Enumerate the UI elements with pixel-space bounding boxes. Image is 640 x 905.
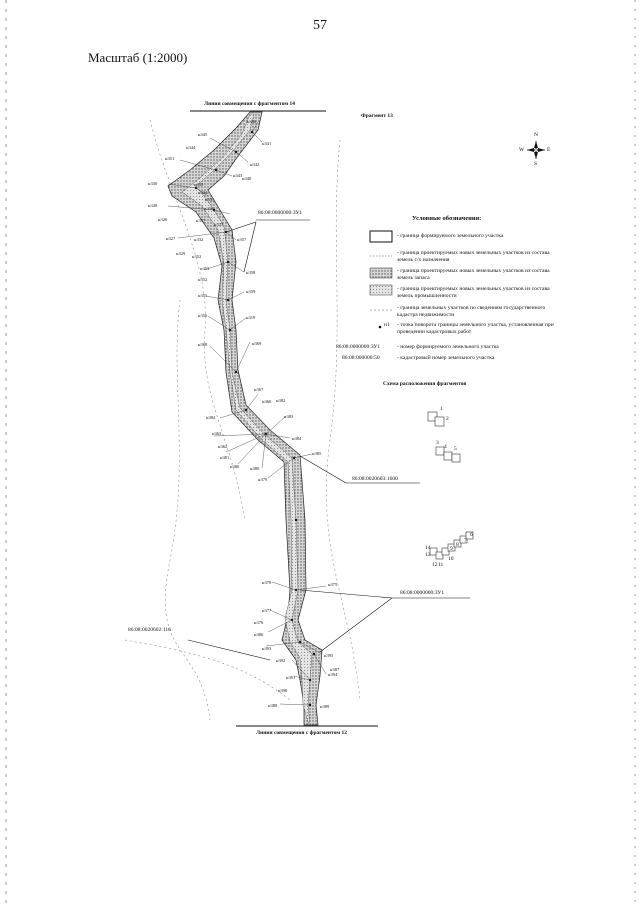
parcel-label-1600: 86:08:0020603:1600 (352, 476, 398, 482)
point-label: н360 (262, 399, 272, 404)
point-label: н363 (212, 431, 222, 436)
point-label: н343 (233, 173, 243, 178)
point-label: н380 (250, 466, 260, 471)
point-label: н367 (254, 387, 264, 392)
legend-title: Условные обозначения: (412, 215, 482, 222)
point-label: н385 (312, 451, 322, 456)
point-label: н386 (254, 632, 264, 637)
point-label: н380 (230, 464, 240, 469)
legend-text: - граница проектируемых новых земельных участков из состава земель запаса (397, 268, 550, 281)
fragment-scheme (428, 412, 473, 559)
point-label: н324 (198, 190, 208, 195)
point-label: н341 (262, 141, 272, 146)
point-label: н327 (166, 236, 176, 241)
legend-text: - граница проектируемых новых земельных участков из состава земель промышленности (397, 286, 550, 299)
point-label: н353 (200, 266, 210, 271)
point-label: н381 (220, 455, 230, 460)
parcel-label-zu1-bottom: 86:08:0000000:ЗУ1 (400, 590, 445, 596)
point-label: н335 (205, 197, 215, 202)
legend-swatch-reserve (370, 268, 392, 278)
point-label: н332 (194, 237, 204, 242)
legend-text: - номер формируемого земельного участка (397, 344, 499, 350)
page-number: 57 (313, 18, 327, 33)
scale-label: Масштаб (1:2000) (88, 50, 188, 65)
scheme-label: 7 (464, 538, 467, 544)
scheme-label: 9 (450, 546, 453, 552)
point-label: н387 (330, 667, 340, 672)
scheme-label: 2 (446, 416, 449, 422)
compass-rose-icon (527, 141, 545, 159)
point-label: н326 (158, 217, 168, 222)
point-label: н319 (246, 315, 256, 320)
legend-point-symbol: н1 (384, 322, 390, 328)
scheme-label: 12 (432, 562, 438, 568)
fragment-title: Фрагмент 13 (361, 113, 393, 119)
point-label: н336 (204, 206, 214, 211)
point-label: н325 (214, 222, 224, 227)
point-label: н328 (148, 203, 158, 208)
point-label: н392 (276, 658, 286, 663)
point-label: н330 (148, 181, 158, 186)
point-label: н390 (278, 688, 288, 693)
compass-e: E (547, 147, 551, 153)
point-label: н351 (165, 156, 175, 161)
point-label: н383 (284, 414, 294, 419)
point-label: н359 (246, 289, 256, 294)
point-label: н395 (324, 653, 334, 658)
point-label: н345 (198, 132, 208, 137)
point-label: н362 (218, 444, 228, 449)
scheme-title: Схема расположения фрагментов (383, 381, 467, 387)
point-label: н329 (176, 251, 186, 256)
point-label: н369 (252, 341, 262, 346)
point-label: н352 (198, 277, 208, 282)
scheme-label: 5 (454, 446, 457, 452)
compass-w: W (519, 147, 525, 153)
point-label: н389 (320, 704, 330, 709)
parcel-label-116: 86:08:0020602:116 (128, 627, 171, 633)
point-label: н384 (206, 415, 216, 420)
point-label: н342 (250, 162, 260, 167)
point-label: н337 (196, 218, 206, 223)
point-label: н378 (262, 580, 272, 585)
legend-text: - граница формируемого земельного участка (397, 233, 504, 239)
point-label: н376 (254, 620, 264, 625)
point-label: н355 (198, 293, 208, 298)
point-label: н382 (276, 398, 286, 403)
scheme-label: 8 (456, 542, 459, 548)
point-label: н344 (186, 145, 196, 150)
corridor-inner-strip (182, 114, 312, 725)
point-label: н384 (292, 436, 302, 441)
point-label: н333 (194, 182, 204, 187)
point-label: н379 (258, 477, 268, 482)
legend-code-zu: 86:08:0000000:ЗУ1 (336, 344, 381, 350)
legend-swatch-industry (370, 285, 392, 295)
point-label: н357 (237, 237, 247, 242)
point-label: н391 (286, 675, 296, 680)
legend-text: - кадастровый номер земельного участка (397, 355, 495, 361)
legend-text: - граница проектируемых новых земельных участков из состава земель с/х назначения (397, 250, 550, 263)
scheme-label: 11 (438, 562, 444, 568)
scheme-label: 6 (470, 532, 473, 538)
legend-code-cadastral: 86:08:000000:50 (342, 355, 380, 361)
scheme-label: 13 (425, 552, 431, 558)
point-label: н394 (328, 672, 338, 677)
compass-n: N (534, 132, 538, 138)
scheme-label: 3 (436, 440, 439, 446)
point-label: н358 (246, 270, 256, 275)
legend-swatch-point (379, 326, 382, 329)
scheme-label: 1 (440, 406, 443, 412)
scheme-label: 14 (425, 545, 431, 551)
point-label: н375 (328, 582, 338, 587)
legend-swatches (370, 231, 392, 328)
legend-text: - точка поворота границы земельного участка, установленная при проведении кадастровых работ (397, 322, 554, 335)
point-label: н377 (262, 608, 272, 613)
legend-text: - граница земельных участков по сведениям государственного кадастра недвижимости (397, 305, 546, 318)
point-label: н352 (192, 254, 202, 259)
scheme-label: 4 (444, 444, 447, 450)
top-match-line-label: Линия совмещения с фрагментом 14 (204, 101, 295, 107)
point-label: н388 (268, 703, 278, 708)
point-label: н368 (198, 342, 208, 347)
parcel-label-zu1-top: 86:08:0000000:ЗУ1 (258, 210, 303, 216)
legend-swatch-formed-parcel (370, 231, 392, 242)
scheme-label: 10 (448, 556, 454, 562)
point-label: н393 (262, 646, 272, 651)
compass-s: S (534, 161, 538, 167)
point-label: н346 (247, 119, 257, 124)
point-label: н340 (242, 176, 252, 181)
point-label: н356 (198, 313, 208, 318)
bottom-match-line-label: Линия совмещения с фрагментом 12 (256, 730, 347, 736)
